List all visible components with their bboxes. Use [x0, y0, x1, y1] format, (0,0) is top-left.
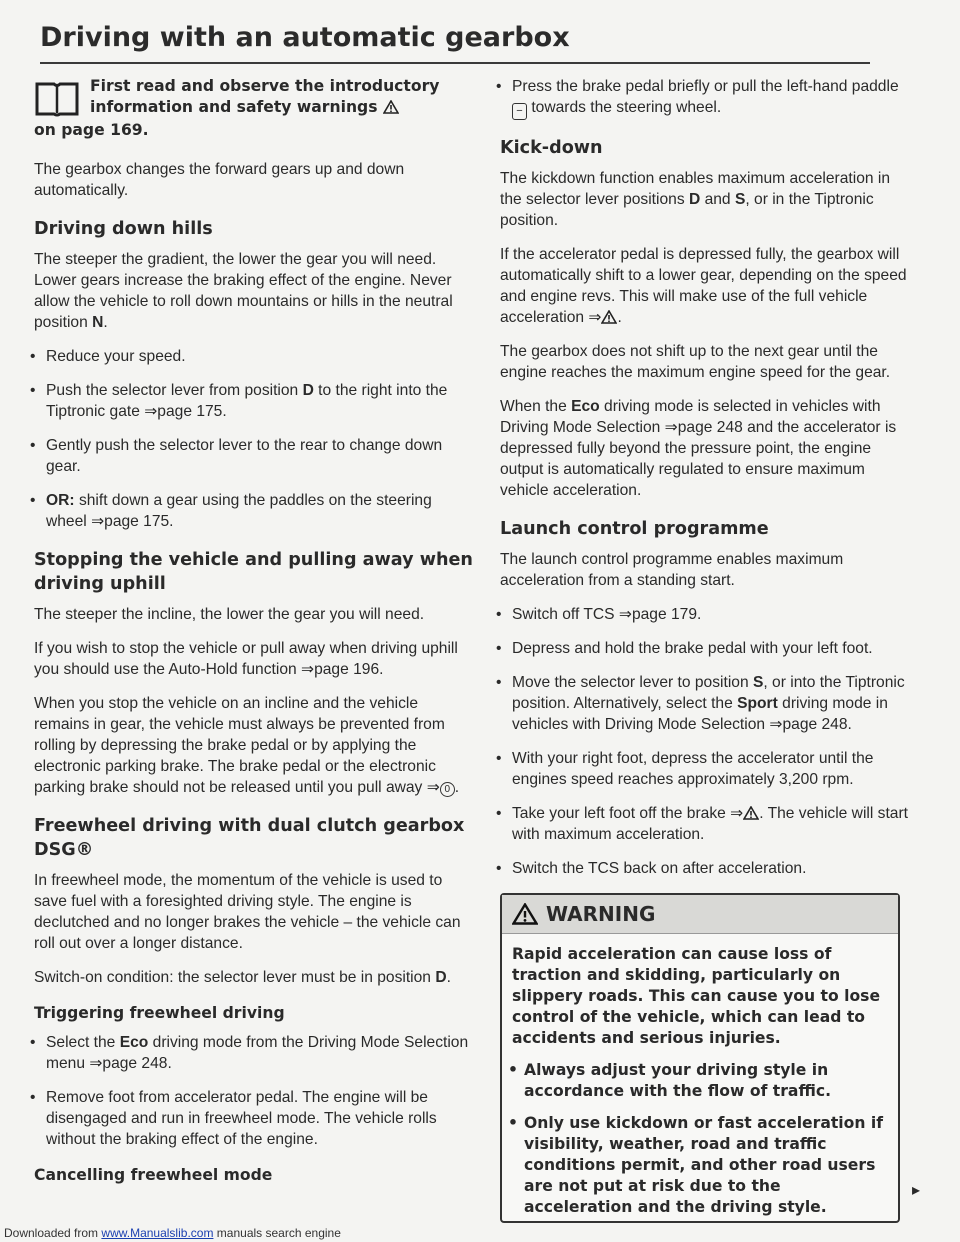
paragraph: The gearbox does not shift up to the next gear until the engine reaches the maximum engine speed for the gear. [500, 343, 891, 381]
list-item: • Switch off TCS ⇒page 179. [500, 604, 912, 625]
heading-driving-down-hills: Driving down hills [34, 219, 213, 239]
book-icon [34, 78, 80, 118]
warning-triangle-icon [601, 310, 617, 324]
warning-list-item: • Always adjust your driving style in accordance with the flow of traffic. [512, 1060, 888, 1102]
paragraph: When the Eco driving mode is selected in vehicles with Driving Mode Selection ⇒page 248 and the accelerator is depressed fully beyond the pressure point, the engine output is automatically regulated to ensure maximum vehicle acceleration. [500, 398, 897, 499]
intro-text: First read and observe the introductory information and safety warnings [90, 77, 440, 116]
list-item: • Switch the TCS back on after acceleration. [500, 858, 912, 879]
paragraph: The steeper the gradient, the lower the gear you will need. Lower gears increase the braking effect of the engine. Never allow the vehicle to roll down mountains or hills in the neutral position N. [34, 251, 453, 331]
heading-freewheel: Freewheel driving with dual clutch gearbox DSG® [34, 816, 465, 860]
list-item: • Depress and hold the brake pedal with your left foot. [500, 638, 912, 659]
paddle-minus-icon: − [512, 103, 527, 120]
paragraph: The steeper the incline, the lower the gear you will need. [34, 606, 425, 623]
list-item: • OR: shift down a gear using the paddles on the steering wheel ⇒page 175. [34, 490, 474, 532]
warning-paragraph: Rapid acceleration can cause loss of traction and skidding, particularly on slippery roads. This can cause you to lose control of the vehicle, which can lead to accidents and serious injuries. [512, 945, 881, 1047]
left-column [34, 76, 474, 1194]
title-rule [40, 62, 870, 64]
warning-triangle-icon [743, 806, 759, 820]
heading-kick-down: Kick-down [500, 138, 603, 158]
warning-title: WARNING [546, 902, 656, 926]
list-item: • Take your left foot off the brake ⇒ . The vehicle will start with maximum acceleration. [500, 803, 912, 845]
page-title: Driving with an automatic gearbox [40, 22, 570, 53]
paragraph: Switch-on condition: the selector lever must be in position D. [34, 969, 451, 986]
intro-note [34, 76, 474, 118]
heading-cancelling-freewheel: Cancelling freewheel mode [34, 1166, 273, 1184]
paragraph: If you wish to stop the vehicle or pull away when driving uphill you should use the Auto-Hold function ⇒page 196. [34, 640, 458, 678]
list-item: • Push the selector lever from position D to the right into the Tiptronic gate ⇒page 175. [34, 380, 474, 422]
heading-stopping-uphill: Stopping the vehicle and pulling away when driving uphill [34, 550, 473, 594]
list-item: • Press the brake pedal briefly or pull the left-hand paddle − towards the steering wheel. [500, 76, 912, 120]
paragraph: The gearbox changes the forward gears up and down automatically. [34, 161, 405, 199]
footer-prefix: Downloaded from [4, 1226, 99, 1240]
warning-body [502, 934, 898, 1218]
paragraph: If the accelerator pedal is depressed fully, the gearbox will automatically shift to a lower gear, depending on the speed and engine revs. This will make use of the full vehicle acceleration ⇒ . [500, 246, 907, 326]
intro-page-ref: on page 169. [34, 121, 149, 139]
list-item: • Gently push the selector lever to the rear to change down gear. [34, 435, 474, 477]
list-item: • Remove foot from accelerator pedal. The engine will be disengaged and run in freewheel mode. The vehicle rolls without the braking effect of the engine. [34, 1087, 474, 1150]
list-item: • Reduce your speed. [34, 346, 474, 367]
list-item: • Move the selector lever to position S, or into the Tiptronic position. Alternatively, select the Sport driving mode in vehicles with Driving Mode Selection ⇒page 248. [500, 672, 912, 735]
heading-launch-control: Launch control programme [500, 519, 769, 539]
warning-box [500, 893, 900, 1223]
warning-triangle-icon [512, 903, 538, 925]
warning-header [502, 895, 898, 934]
footer-suffix: manuals search engine [216, 1226, 341, 1240]
right-column [500, 76, 912, 1223]
footer-link[interactable]: www.Manualslib.com [101, 1226, 214, 1240]
paragraph: The launch control programme enables maximum acceleration from a standing start. [500, 551, 844, 589]
note-reference-icon: 0 [440, 782, 455, 797]
list-item: • Select the Eco driving mode from the Driving Mode Selection menu ⇒page 248. [34, 1032, 474, 1074]
warning-triangle-icon [383, 100, 399, 114]
paragraph: The kickdown function enables maximum acceleration in the selector lever positions D and S, or in the Tiptronic position. [500, 170, 891, 229]
warning-list-item: • Only use kickdown or fast acceleration if visibility, weather, road and traffic conditions permit, and other road users are not put at risk due to the acceleration and the driving style. [512, 1113, 888, 1218]
paragraph: In freewheel mode, the momentum of the vehicle is used to save fuel with a foresighted driving style. The engine is declutched and no longer brakes the vehicle – the vehicle can roll out over a longer distance. [34, 872, 461, 952]
list-item: • With your right foot, depress the accelerator until the engines speed reaches approximately 3,200 rpm. [500, 748, 912, 790]
footer [4, 1226, 341, 1240]
paragraph: When you stop the vehicle on an incline and the vehicle remains in gear, the vehicle must always be prevented from rolling by depressing the brake pedal or by applying the electronic parking brake. The brake pedal or the electronic parking brake should not be released until you pull away ⇒ 0 . [34, 695, 460, 796]
continue-arrow-icon: ▸ [912, 1182, 921, 1199]
heading-triggering-freewheel: Triggering freewheel driving [34, 1004, 285, 1022]
